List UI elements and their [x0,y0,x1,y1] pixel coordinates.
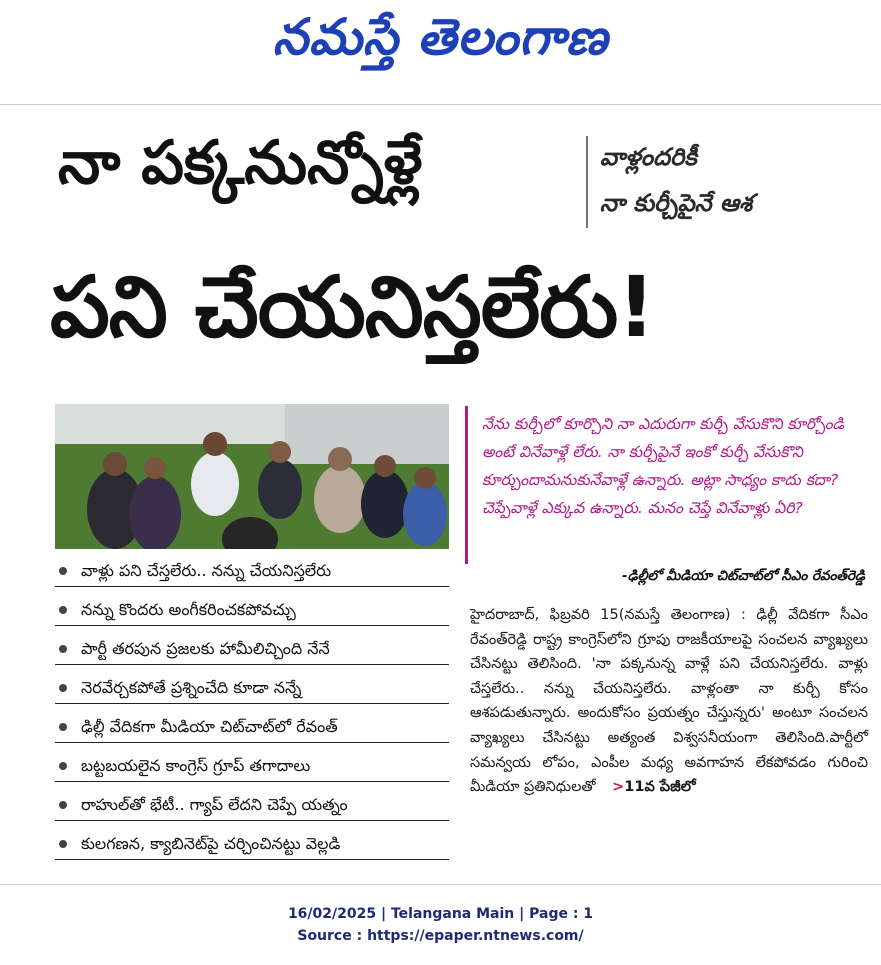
photo-meeting-icon [55,404,449,549]
bullet-icon [59,567,67,575]
bullet-item: నన్ను కొందరు అంగీకరించకపోవచ్చు [55,595,449,626]
continuation-marker [612,775,696,800]
bullet-item: నెరవేర్చకపోతే ప్రశ్నించేది కూడా నన్నే [55,673,449,704]
bullet-icon [59,723,67,731]
headline-line-1: నా పక్కనున్నోళ్లే [58,128,423,198]
masthead [0,0,881,105]
pull-quote-text: నేను కుర్చీలో కూర్చొని నా ఎదురుగా కుర్చీ వేసుకొని కూర్చోండి అంటే వినేవాళ్లే లేరు. నా కుర్చీపైనే ఇంకో కుర్చీ వేసుకొని కూర్చుందామనుకునేవాళ్లే ఉన్నారు. అట్లా సాధ్యం కాదు కదా? చెప్పేవాళ్లే ఎక్కువ ఉన్నారు. మనం చెప్తే వినేవాళ్లు ఏరి? [482,415,845,517]
footer-divider [0,884,881,885]
footer [0,903,881,947]
bullet-list [55,556,449,868]
continuation-text: 11వ పేజీలో [624,779,696,796]
bullet-icon [59,801,67,809]
pull-quote [465,406,867,564]
bullet-item: వాళ్లు పని చేస్తలేరు.. నన్ను చేయనిస్తలేరు [55,556,449,587]
bullet-icon [59,645,67,653]
side-quote-line-2: నా కుర్చీపైనే ఆశ [600,189,753,217]
footer-source-line: Source : https://epaper.ntnews.com/ [297,928,584,944]
headline-divider [586,136,588,228]
news-photo [55,404,449,549]
bullet-item: బట్టబయలైన కాంగ్రెస్ గ్రూప్ తగాదాలు [55,751,449,782]
quote-attribution: -ఢిల్లీలో మీడియా చిట్‌చాట్‌లో సీఎం రేవంత్‌రెడ్డి [622,568,865,584]
bullet-icon [59,840,67,848]
bullet-item: ఢిల్లీ వేదికగా మీడియా చిట్‌చాట్‌లో రేవంత్ [55,712,449,743]
masthead-logo: నమస్తే తెలంగాణ [272,8,609,66]
article-body-text: హైదరాబాద్, ఫిబ్రవరి 15(నమస్తే తెలంగాణ) : ఢిల్లీ వేదికగా సీఎం రేవంత్‌రెడ్డి రాష్ట్ర కాంగ్రెస్‌లోని గ్రూపు రాజకీయాలపై సంచలన వ్యాఖ్యలు చేసినట్టు తెలిసింది. 'నా పక్కనున్న వాళ్లే పని చేయనిస్తలేరు. వాళ్లు చేస్తలేరు.. నన్ను చేయనిస్తలేరు. వాళ్లంతా నా కుర్చీ కోసం ఆశపడుతున్నారు. అందుకోసం ప్రయత్నం చేస్తున్నరు' అంటూ సంచలన వ్యాఖ్యలు చేసినట్టు అత్యంత విశ్వసనీయంగా తెలిసింది.పార్టీలో సమన్వయ లోపం, ఎంపీల మధ్య అవగాహన లేకపోవడం గురించి మీడియా ప్రతినిధులతో [470,607,868,796]
headline-line-2: పని చేయనిస్తలేరు! [50,258,655,356]
footer-date-line: 16/02/2025 | Telangana Main | Page : 1 [287,906,594,922]
bullet-item: రాహుల్‌తో భేటీ.. గ్యాప్ లేదని చెప్పే యత్నం [55,790,449,821]
bullet-item: పార్టీ తరపున ప్రజలకు హామీలిచ్చింది నేనే [55,634,449,665]
side-quote-line-1: వాళ్లందరికీ [600,143,697,171]
bullet-icon [59,684,67,692]
bullet-icon [59,606,67,614]
bullet-item: కులగణన, క్యాబినెట్‌పై చర్చించినట్టు వెల్లడి [55,829,449,860]
continuation-arrow-icon: > [612,779,625,796]
side-quote [600,134,860,226]
bullet-icon [59,762,67,770]
article-body [470,603,868,800]
